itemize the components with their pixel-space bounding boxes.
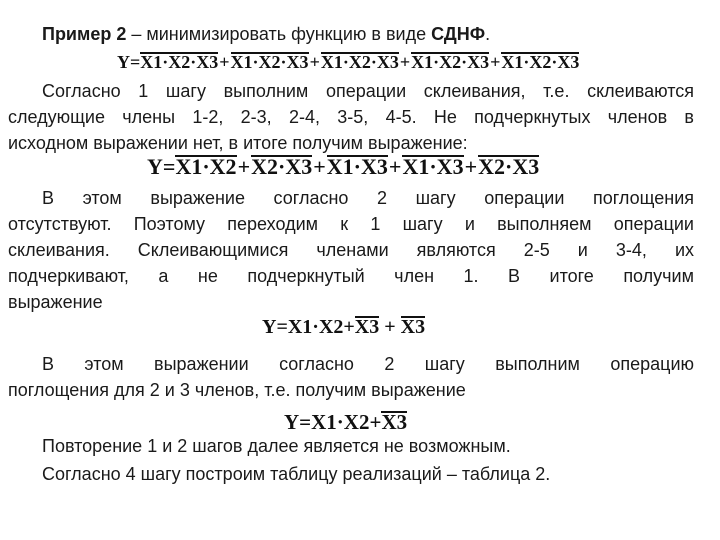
formula-plus: + <box>388 154 402 179</box>
formula-plus: + <box>379 316 401 338</box>
paragraph-2-line-5: выражение <box>8 292 103 312</box>
paragraph-2-line-2: отсутствуют. Поэтому переходим к 1 шагу и выполняем операции <box>8 214 694 234</box>
formula-plus: + <box>237 154 251 179</box>
formula-lhs: Y=X1·X2+ <box>262 316 355 338</box>
formula-term-1: X1·X2 <box>175 154 237 179</box>
formula-plus: + <box>313 154 326 179</box>
example-title <box>42 22 694 46</box>
example-title-end: . <box>485 24 491 44</box>
formula-plus: + <box>399 52 411 72</box>
formula-initial <box>117 52 579 73</box>
formula-term-2: X1·X2·X3 <box>230 52 309 72</box>
formula-plus: + <box>219 52 230 72</box>
example-form-name: СДНФ <box>431 24 486 44</box>
paragraph-1-line-2: следующие члены 1-2, 2-3, 2-4, 3-5, 4-5. Не подчеркнутых членов в <box>8 107 694 127</box>
formula-result <box>284 410 407 435</box>
formula-term-3: X1·X3 <box>326 154 388 179</box>
paragraph-2-line-3: склеивания. Склеивающимися членами являются 2-5 и 3-4, их <box>8 240 694 260</box>
example-description: – минимизировать функцию в виде <box>126 24 432 44</box>
formula-term-x3-b: X3 <box>400 316 426 338</box>
formula-term-3: X1·X2·X3 <box>320 52 399 72</box>
formula-lhs: Y= <box>147 154 176 179</box>
paragraph-4-line-1: Повторение 1 и 2 шагов далее является не возможным. <box>42 436 511 456</box>
formula-term-4: X1·X3 <box>402 154 464 179</box>
formula-after-gluing <box>147 154 539 180</box>
paragraph-1-line-3: исходном выражении нет, в итоге получим выражение: <box>8 133 468 153</box>
formula-plus: + <box>464 154 478 179</box>
formula-term-2: X2·X3 <box>251 154 313 179</box>
formula-lhs: Y= <box>117 52 141 72</box>
formula-term-4: X1·X2·X3 <box>411 52 490 72</box>
paragraph-3-line-1: В этом выражении согласно 2 шагу выполним операцию <box>42 354 694 374</box>
example-number: Пример 2 <box>42 24 127 44</box>
formula-term-x3-a: X3 <box>354 316 380 338</box>
paragraph-3-line-2: поглощения для 2 и 3 членов, т.е. получим выражение <box>8 380 466 400</box>
formula-plus: + <box>490 52 501 72</box>
formula-term-5: X2·X3 <box>478 154 540 179</box>
formula-lhs: Y=X1·X2+ <box>284 410 382 434</box>
formula-term-x3: X3 <box>381 410 408 434</box>
paragraph-2-line-4: подчеркивают, а не подчеркнутый член 1. В итоге получим <box>8 266 694 286</box>
paragraph-2-line-1: В этом выражение согласно 2 шагу операции поглощения <box>42 188 694 208</box>
formula-term-5: X1·X2·X3 <box>501 52 580 72</box>
formula-intermediate <box>262 316 425 339</box>
paragraph-1-line-1: Согласно 1 шагу выполним операции склеивания, т.е. склеиваются <box>42 81 694 101</box>
formula-term-1: X1·X2·X3 <box>140 52 219 72</box>
formula-plus: + <box>309 52 320 72</box>
paragraph-4-line-2: Согласно 4 шагу построим таблицу реализаций – таблица 2. <box>42 464 551 484</box>
